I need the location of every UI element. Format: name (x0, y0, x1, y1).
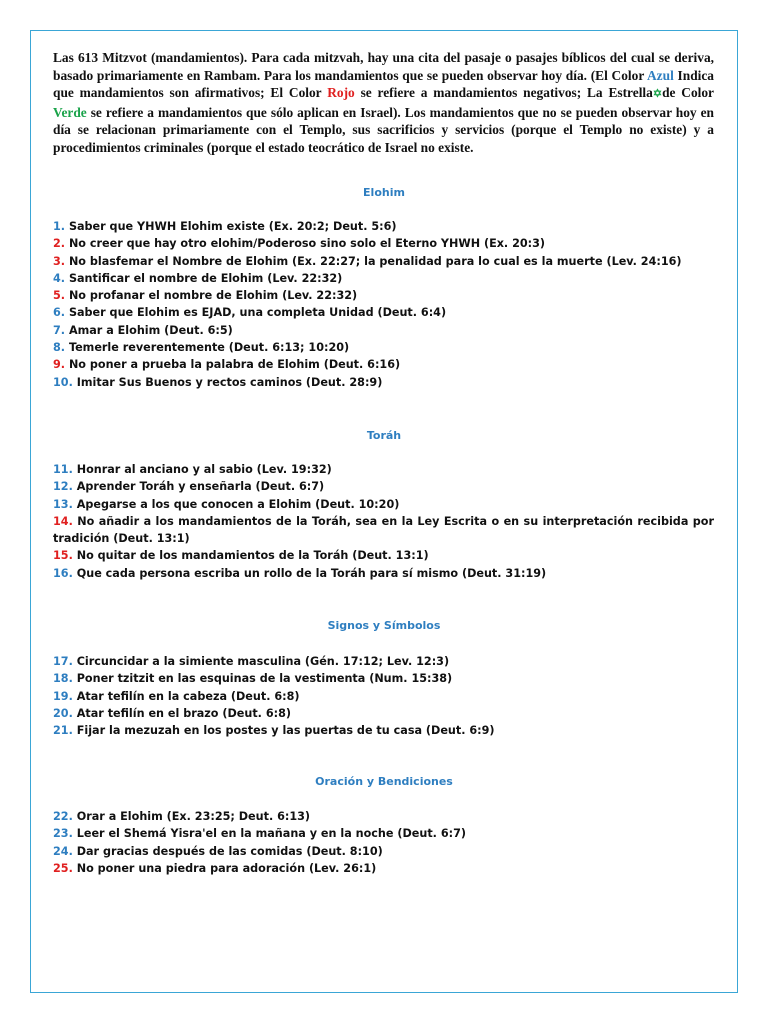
item-number: 23. (53, 827, 73, 841)
item-text: No profanar el nombre de Elohim (Lev. 22:32) (65, 289, 358, 303)
list-item (53, 322, 714, 339)
item-text: Circuncidar a la simiente masculina (Gén. 17:12; Lev. 12:3) (72, 655, 450, 668)
list-item (53, 670, 714, 687)
item-text: Atar tefilín en el brazo (Deut. 6:8) (72, 706, 291, 720)
list-item (53, 565, 714, 582)
list-item (53, 547, 714, 564)
list-item (53, 705, 714, 722)
item-number: 16. (53, 566, 73, 580)
item-number: 19. (53, 689, 73, 703)
item-number: 6. (53, 306, 66, 320)
item-text: Amar a Elohim (Deut. 6:5) (65, 323, 233, 337)
list-item (53, 304, 714, 321)
section-heading-signos: Signos y Símbolos (327, 619, 441, 632)
item-number: 2. (53, 237, 66, 251)
section-list-oracion (53, 808, 714, 877)
item-number: 24. (53, 844, 73, 858)
item-text: Atar tefilín en la cabeza (Deut. 6:8) (72, 689, 300, 703)
item-number: 21. (53, 724, 73, 738)
list-item (53, 653, 714, 670)
item-text: Saber que YHWH Elohim existe (Ex. 20:2; Deut. 5:6) (65, 220, 397, 233)
item-text: Dar gracias después de las comidas (Deut. 8:10) (72, 844, 383, 858)
list-item (53, 688, 714, 705)
section-list-elohim (53, 218, 714, 391)
list-item (53, 356, 714, 373)
list-item (53, 808, 714, 825)
item-number: 14. (53, 514, 73, 528)
item-text: No creer que hay otro elohim/Poderoso sino solo el Eterno YHWH (Ex. 20:3) (65, 237, 546, 251)
list-item (53, 287, 714, 304)
list-item (53, 722, 714, 739)
item-text: No quitar de los mandamientos de la Toráh (Deut. 13:1) (72, 549, 429, 563)
section-heading-elohim: Elohim (363, 186, 405, 199)
item-number: 25. (53, 861, 73, 875)
item-number: 4. (53, 271, 66, 285)
list-item (53, 825, 714, 842)
item-number: 20. (53, 706, 73, 720)
intro-text-5: se refiere a mandamientos que sólo aplican en Israel). Los mandamientos que no se pueden observar hoy en día se relacionan primariamente con el Templo, sus sacrificios y servicios (porque el Templo no existe) y a procedimientos criminales (porque el estado teocrático de Israel no existe. (53, 104, 714, 155)
intro-text-1: Las 613 Mitzvot (mandamientos). Para cada mitzvah, hay una cita del pasaje o pasajes bíblicos del cual se deriva, basado primariamente en Rambam. Para los mandamientos que se pueden observar hoy día. (El Color (53, 50, 714, 83)
color-azul-label: Azul (647, 67, 674, 83)
star-of-david-icon: ✡ (652, 88, 663, 101)
list-item (53, 374, 714, 391)
item-number: 7. (53, 323, 66, 337)
section-heading-torah: Toráh (366, 429, 402, 442)
item-number: 3. (53, 254, 66, 268)
item-text: Honrar al anciano y al sabio (Lev. 19:32) (72, 463, 332, 476)
item-text: Temerle reverentemente (Deut. 6:13; 10:20) (65, 341, 350, 355)
item-text: Poner tzitzit en las esquinas de la vestimenta (Num. 15:38) (72, 672, 453, 686)
item-number: 11. (53, 463, 73, 476)
item-number: 15. (53, 549, 73, 563)
list-item (53, 860, 714, 877)
section-heading-oracion: Oración y Bendiciones (315, 775, 453, 788)
item-number: 17. (53, 655, 73, 668)
item-text: Orar a Elohim (Ex. 23:25; Deut. 6:13) (72, 810, 311, 823)
section-list-torah (53, 461, 714, 582)
list-item (53, 339, 714, 356)
item-number: 22. (53, 810, 73, 823)
item-text: Leer el Shemá Yisra'el en la mañana y en la noche (Deut. 6:7) (72, 827, 466, 841)
item-text: Imitar Sus Buenos y rectos caminos (Deut. 28:9) (72, 375, 383, 389)
intro-text-3: se refiere a mandamientos negativos; La Estrella (354, 85, 653, 101)
item-number: 1. (53, 220, 66, 233)
item-number: 8. (53, 341, 66, 355)
color-verde-label: Verde (53, 104, 87, 120)
item-text: Saber que Elohim es EJAD, una completa Unidad (Deut. 6:4) (65, 306, 447, 320)
item-text: No poner una piedra para adoración (Lev. 26:1) (72, 861, 377, 875)
item-number: 10. (53, 375, 73, 389)
intro-text-4: de Color (662, 85, 714, 101)
list-item (53, 513, 714, 548)
item-text: Que cada persona escriba un rollo de la Toráh para sí mismo (Deut. 31:19) (72, 566, 547, 580)
list-item (53, 270, 714, 287)
item-text: No añadir a los mandamientos de la Toráh, sea en la Ley Escrita o en su interpretación recibida por tradición (Deut. 13:1) (53, 514, 714, 546)
item-text: Fijar la mezuzah en los postes y las puertas de tu casa (Deut. 6:9) (72, 724, 495, 738)
section-list-signos (53, 653, 714, 739)
item-text: Aprender Toráh y enseñarla (Deut. 6:7) (72, 480, 325, 494)
color-rojo-label: Rojo (327, 85, 355, 101)
list-item (53, 218, 714, 235)
item-text: Santificar el nombre de Elohim (Lev. 22:32) (65, 271, 343, 285)
list-item (53, 253, 714, 270)
list-item (53, 235, 714, 252)
list-item (53, 843, 714, 860)
item-number: 18. (53, 672, 73, 686)
item-text: No poner a prueba la palabra de Elohim (Deut. 6:16) (65, 358, 401, 372)
item-number: 12. (53, 480, 73, 494)
item-text: Apegarse a los que conocen a Elohim (Deut. 10:20) (72, 497, 400, 511)
item-text: No blasfemar el Nombre de Elohim (Ex. 22:27; la penalidad para lo cual es la muerte (Lev. 24:16) (65, 254, 682, 268)
item-number: 9. (53, 358, 66, 372)
list-item (53, 478, 714, 495)
list-item (53, 461, 714, 478)
list-item (53, 496, 714, 513)
item-number: 13. (53, 497, 73, 511)
item-number: 5. (53, 289, 66, 303)
intro-paragraph (53, 49, 714, 157)
intro-text-2: Indica que mandamientos son afirmativos; El Color (53, 67, 715, 101)
